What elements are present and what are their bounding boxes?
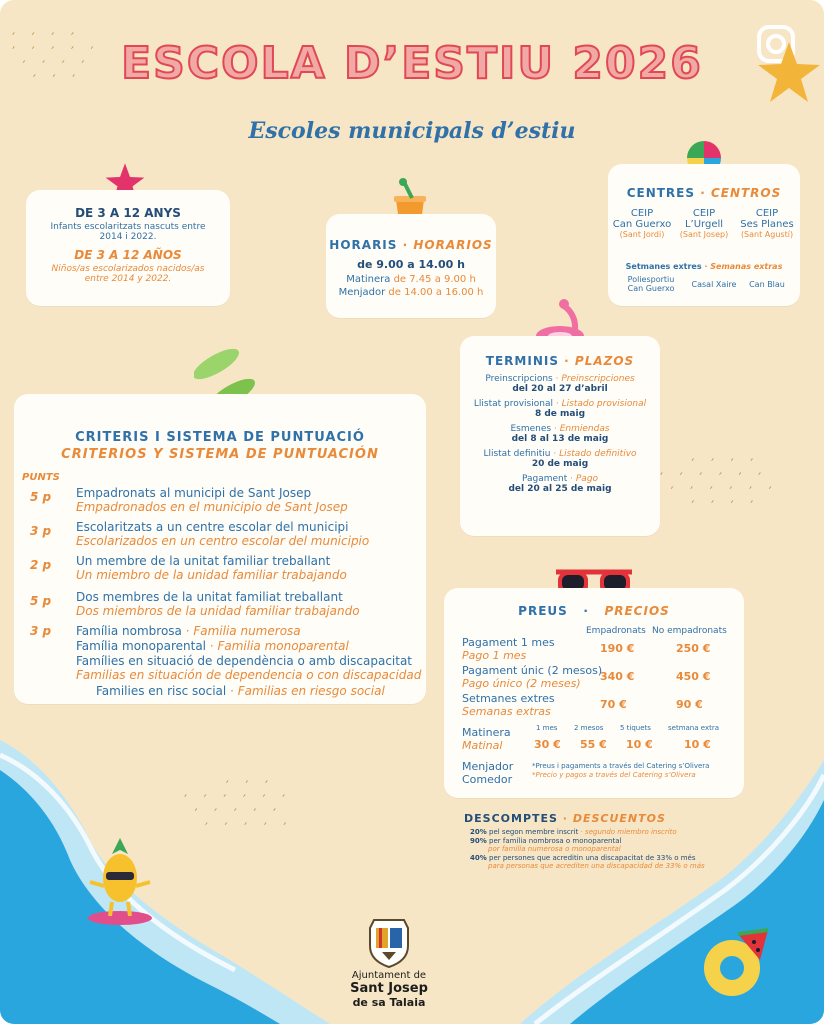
price-value: 340 € [600, 670, 635, 683]
deadlines-card [460, 336, 660, 536]
ages-desc-ca-1: Infants escolaritzats nascuts entre [50, 222, 206, 232]
deadline-item: Preinscripcions · Preinscripciones del 20 al 27 d’abril [485, 374, 635, 394]
criteria-title-es: CRITERIOS Y SISTEMA DE PUNTUACIÓN [61, 447, 379, 462]
page-subtitle: Escoles municipals d’estiu [248, 118, 576, 144]
matinera-value: 10 € [684, 738, 711, 751]
price-row: Pagament únic (2 mesos) Pago único (2 meses) [462, 664, 603, 690]
discount-item: 40% per persones que acreditin una discapacitat de 33% o més para personas que acrediten una discapacidad de 33% o más [470, 854, 705, 870]
ages-title-es: DE 3 A 12 AÑOS [74, 248, 182, 262]
schedule-row: Matinera de 7.45 a 9.00 h [346, 274, 476, 285]
centre-item: CEIP L’Urgell (Sant Josep) [679, 208, 729, 239]
deadline-item: Llistat provisional · Listado provisional 8 de maig [473, 399, 647, 419]
footer-line-3: de sa Talaia [352, 996, 426, 1009]
criteria-card: CRITERIS I SISTEMA DE PUNTUACIÓ CRITERIOS Y SISTEMA DE PUNTUACIÓN PUNTS 5 p Empadronats al municipi de Sant Josep Empadronados en el municipio de Sant Josep 3 p Escolaritzats a un centre escolar del municipi Escolarizados en un centro escolar del municipio 2 p Un membre de la unitat familiar treballant Un miembro de la unidad familiar trabajando 5 p Dos membres de la unitat familiat treballant Dos miembros de la unidad familiar trabajando 3 p Família nombrosa · Familia numerosa Família monoparental · Familia monoparental Famílies en situació de dependència o amb discapacitat Familias en situación de dependencia o con discapacidad Families en risc social · Familias en riesgo social [14, 394, 426, 704]
ages-card [26, 190, 230, 306]
shield-crest-icon [364, 914, 414, 968]
criteria-title-ca: CRITERIS I SISTEMA DE PUNTUACIÓ [75, 430, 365, 445]
centres-title: CENTRES · CENTROS [626, 186, 782, 200]
ages-desc-es-1: Niños/as escolarizados nacidos/as [51, 264, 205, 274]
centre-item: CEIP Can Guerxo (Sant Jordi) [612, 208, 672, 239]
watermelon-float-icon [698, 928, 770, 1000]
sand-specks-right: ′ ′ ′ ′ ′ ′ ′ ′ ′ ′ ′ ′ ′ ′ ′ ′ ′ ′ ′ ′ [660, 457, 778, 515]
centre-item: CEIP Ses Planes (Sant Agustí) [740, 208, 794, 239]
price-value: 90 € [676, 698, 703, 711]
prices-col-no-empadronats: No empadronats [652, 626, 727, 636]
matinera-col-label: setmana extra [668, 724, 719, 732]
pineapple-surfer-icon [82, 838, 158, 930]
deadline-item: Llistat definitiu · Listado definitivo 20 de maig [483, 449, 637, 469]
matinera-col-label: 5 tiquets [620, 724, 651, 732]
footer-logo-text [312, 970, 466, 1009]
price-value: 250 € [676, 642, 711, 655]
matinera-value: 55 € [580, 738, 607, 751]
schedule-title: HORARIS · HORARIOS [329, 238, 493, 252]
extra-centre-item: Poliesportiu Can Guerxo [627, 275, 675, 293]
price-value: 190 € [600, 642, 635, 655]
deadline-item: Esmenes · Enmiendas del 8 al 13 de maig [510, 424, 610, 444]
extra-centre-item: Casal Xaire [691, 280, 737, 289]
prices-card [444, 588, 744, 798]
ages-desc-ca-2: 2014 i 2022. [99, 232, 157, 242]
schedule-card [326, 214, 496, 318]
price-row: Pagament 1 mes Pago 1 mes [462, 636, 555, 662]
centres-card [608, 164, 800, 306]
sand-specks-topleft: ′ ′ ′ ′ ′ ′ ′ ′ ′ ′ ′ ′ ′ ′ ′ ′ [12, 31, 100, 89]
menjador-note-ca: *Preus i pagaments a través del Catering s’Olivera [532, 762, 710, 770]
schedule-title-es: HORARIOS [413, 238, 493, 252]
centres-extra-title: Setmanes extres · Semanas extras [625, 262, 783, 271]
points-label: PUNTS [22, 472, 60, 483]
price-value: 450 € [676, 670, 711, 683]
menjador-row: Menjador Comedor [462, 760, 514, 786]
extra-centre-item: Can Blau [749, 280, 785, 289]
matinera-value: 30 € [534, 738, 561, 751]
matinera-col-label: 1 mes [536, 724, 558, 732]
ages-title-ca: DE 3 A 12 ANYS [75, 206, 181, 220]
discount-item: 90% per família nombrosa o monoparental por familia numerosa o monoparental [470, 837, 622, 853]
ages-desc-es-2: entre 2014 y 2022. [84, 274, 172, 284]
discounts-section [464, 812, 764, 870]
matinera-row: Matinera Matinal [462, 726, 511, 752]
centres-extra-list [608, 275, 800, 299]
footer-line-1: Ajuntament de [351, 970, 427, 981]
discounts-title: DESCOMPTES · DESCUENTOS [464, 812, 666, 825]
deadlines-title: TERMINIS · PLAZOS [485, 354, 635, 368]
prices-title: PREUS · PRECIOS [518, 604, 670, 618]
footer-line-2: Sant Josep [350, 981, 428, 996]
discount-item: 20% pel segon membre inscrit · segundo miembro inscrito [470, 828, 677, 836]
centres-list [608, 208, 800, 256]
deadline-item: Pagament · Pago del 20 al 25 de maig [508, 474, 612, 494]
matinera-value: 10 € [626, 738, 653, 751]
sand-specks-bottom: ′ ′ ′ ′ ′ ′ ′ ′ ′ ′ ′ ′ ′ ′ ′ ′ ′ ′ ′ [184, 779, 293, 837]
price-row: Setmanes extres Semanas extras [462, 692, 555, 718]
schedule-main-hours: de 9.00 a 14.00 h [357, 258, 465, 271]
menjador-note-es: *Precio y pagos a través del Catering s’Olivera [532, 771, 696, 779]
schedule-title-ca: HORARIS [329, 238, 398, 252]
page-title: ESCOLA D’ESTIU 2026 [121, 38, 703, 89]
price-value: 70 € [600, 698, 627, 711]
schedule-row: Menjador de 14.00 a 16.00 h [338, 287, 484, 298]
prices-col-empadronats: Empadronats [586, 626, 646, 636]
matinera-col-label: 2 mesos [574, 724, 604, 732]
